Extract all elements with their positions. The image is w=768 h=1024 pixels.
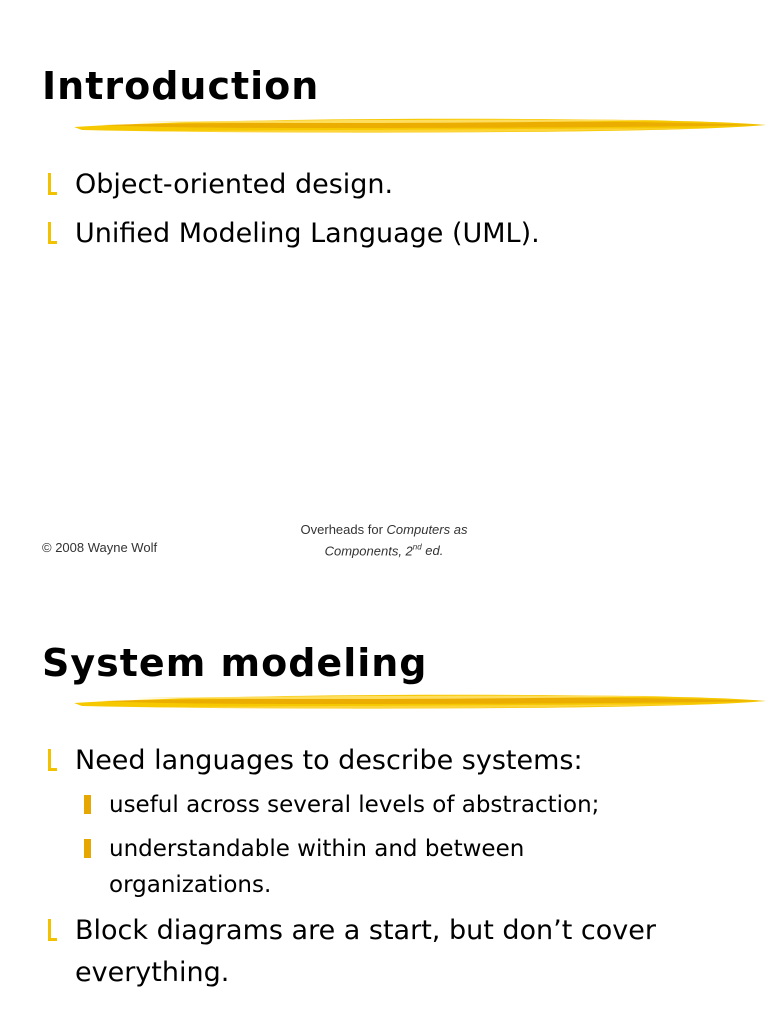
bullet-text: Object-oriented design.: [75, 169, 394, 200]
sub-bullet-item: [82, 831, 642, 903]
bullet-item: [44, 740, 744, 782]
footer-prefix: Overheads for: [300, 522, 387, 537]
footer-book-title-line1: Computers as: [386, 522, 468, 537]
footer-edition-sup: nd: [412, 543, 422, 552]
bullet-item: [44, 164, 744, 206]
slide-system-modeling: [0, 576, 768, 1024]
slide-title: Introduction: [42, 64, 320, 108]
title-underline-brush: [72, 114, 768, 138]
bullet-text: Block diagrams are a start, but don’t cover everything.: [75, 915, 656, 988]
bullet-item: [44, 910, 744, 994]
yellow-bracket-bullet-icon: [44, 172, 58, 196]
bullet-text: Need languages to describe systems:: [75, 745, 583, 776]
title-underline-brush: [72, 690, 768, 714]
footer-book-title-line2: Components, 2: [324, 543, 413, 559]
sub-bullet-text: understandable within and between organizations.: [109, 836, 525, 898]
yellow-bracket-bullet-icon: [44, 918, 58, 942]
slide-title: System modeling: [42, 641, 428, 685]
sub-bullet-text: useful across several levels of abstraction;: [109, 792, 600, 818]
copyright-footer: © 2008 Wayne Wolf: [42, 540, 158, 555]
yellow-bar-bullet-icon: [84, 795, 91, 814]
bullet-item: [44, 213, 744, 255]
yellow-bracket-bullet-icon: [44, 221, 58, 245]
yellow-bar-bullet-icon: [84, 839, 91, 858]
sub-bullet-item: [82, 787, 712, 823]
bullet-text: Unified Modeling Language (UML).: [75, 218, 540, 249]
footer-edition-suffix: ed.: [421, 543, 444, 559]
course-footer: [250, 521, 518, 560]
yellow-bracket-bullet-icon: [44, 748, 58, 772]
